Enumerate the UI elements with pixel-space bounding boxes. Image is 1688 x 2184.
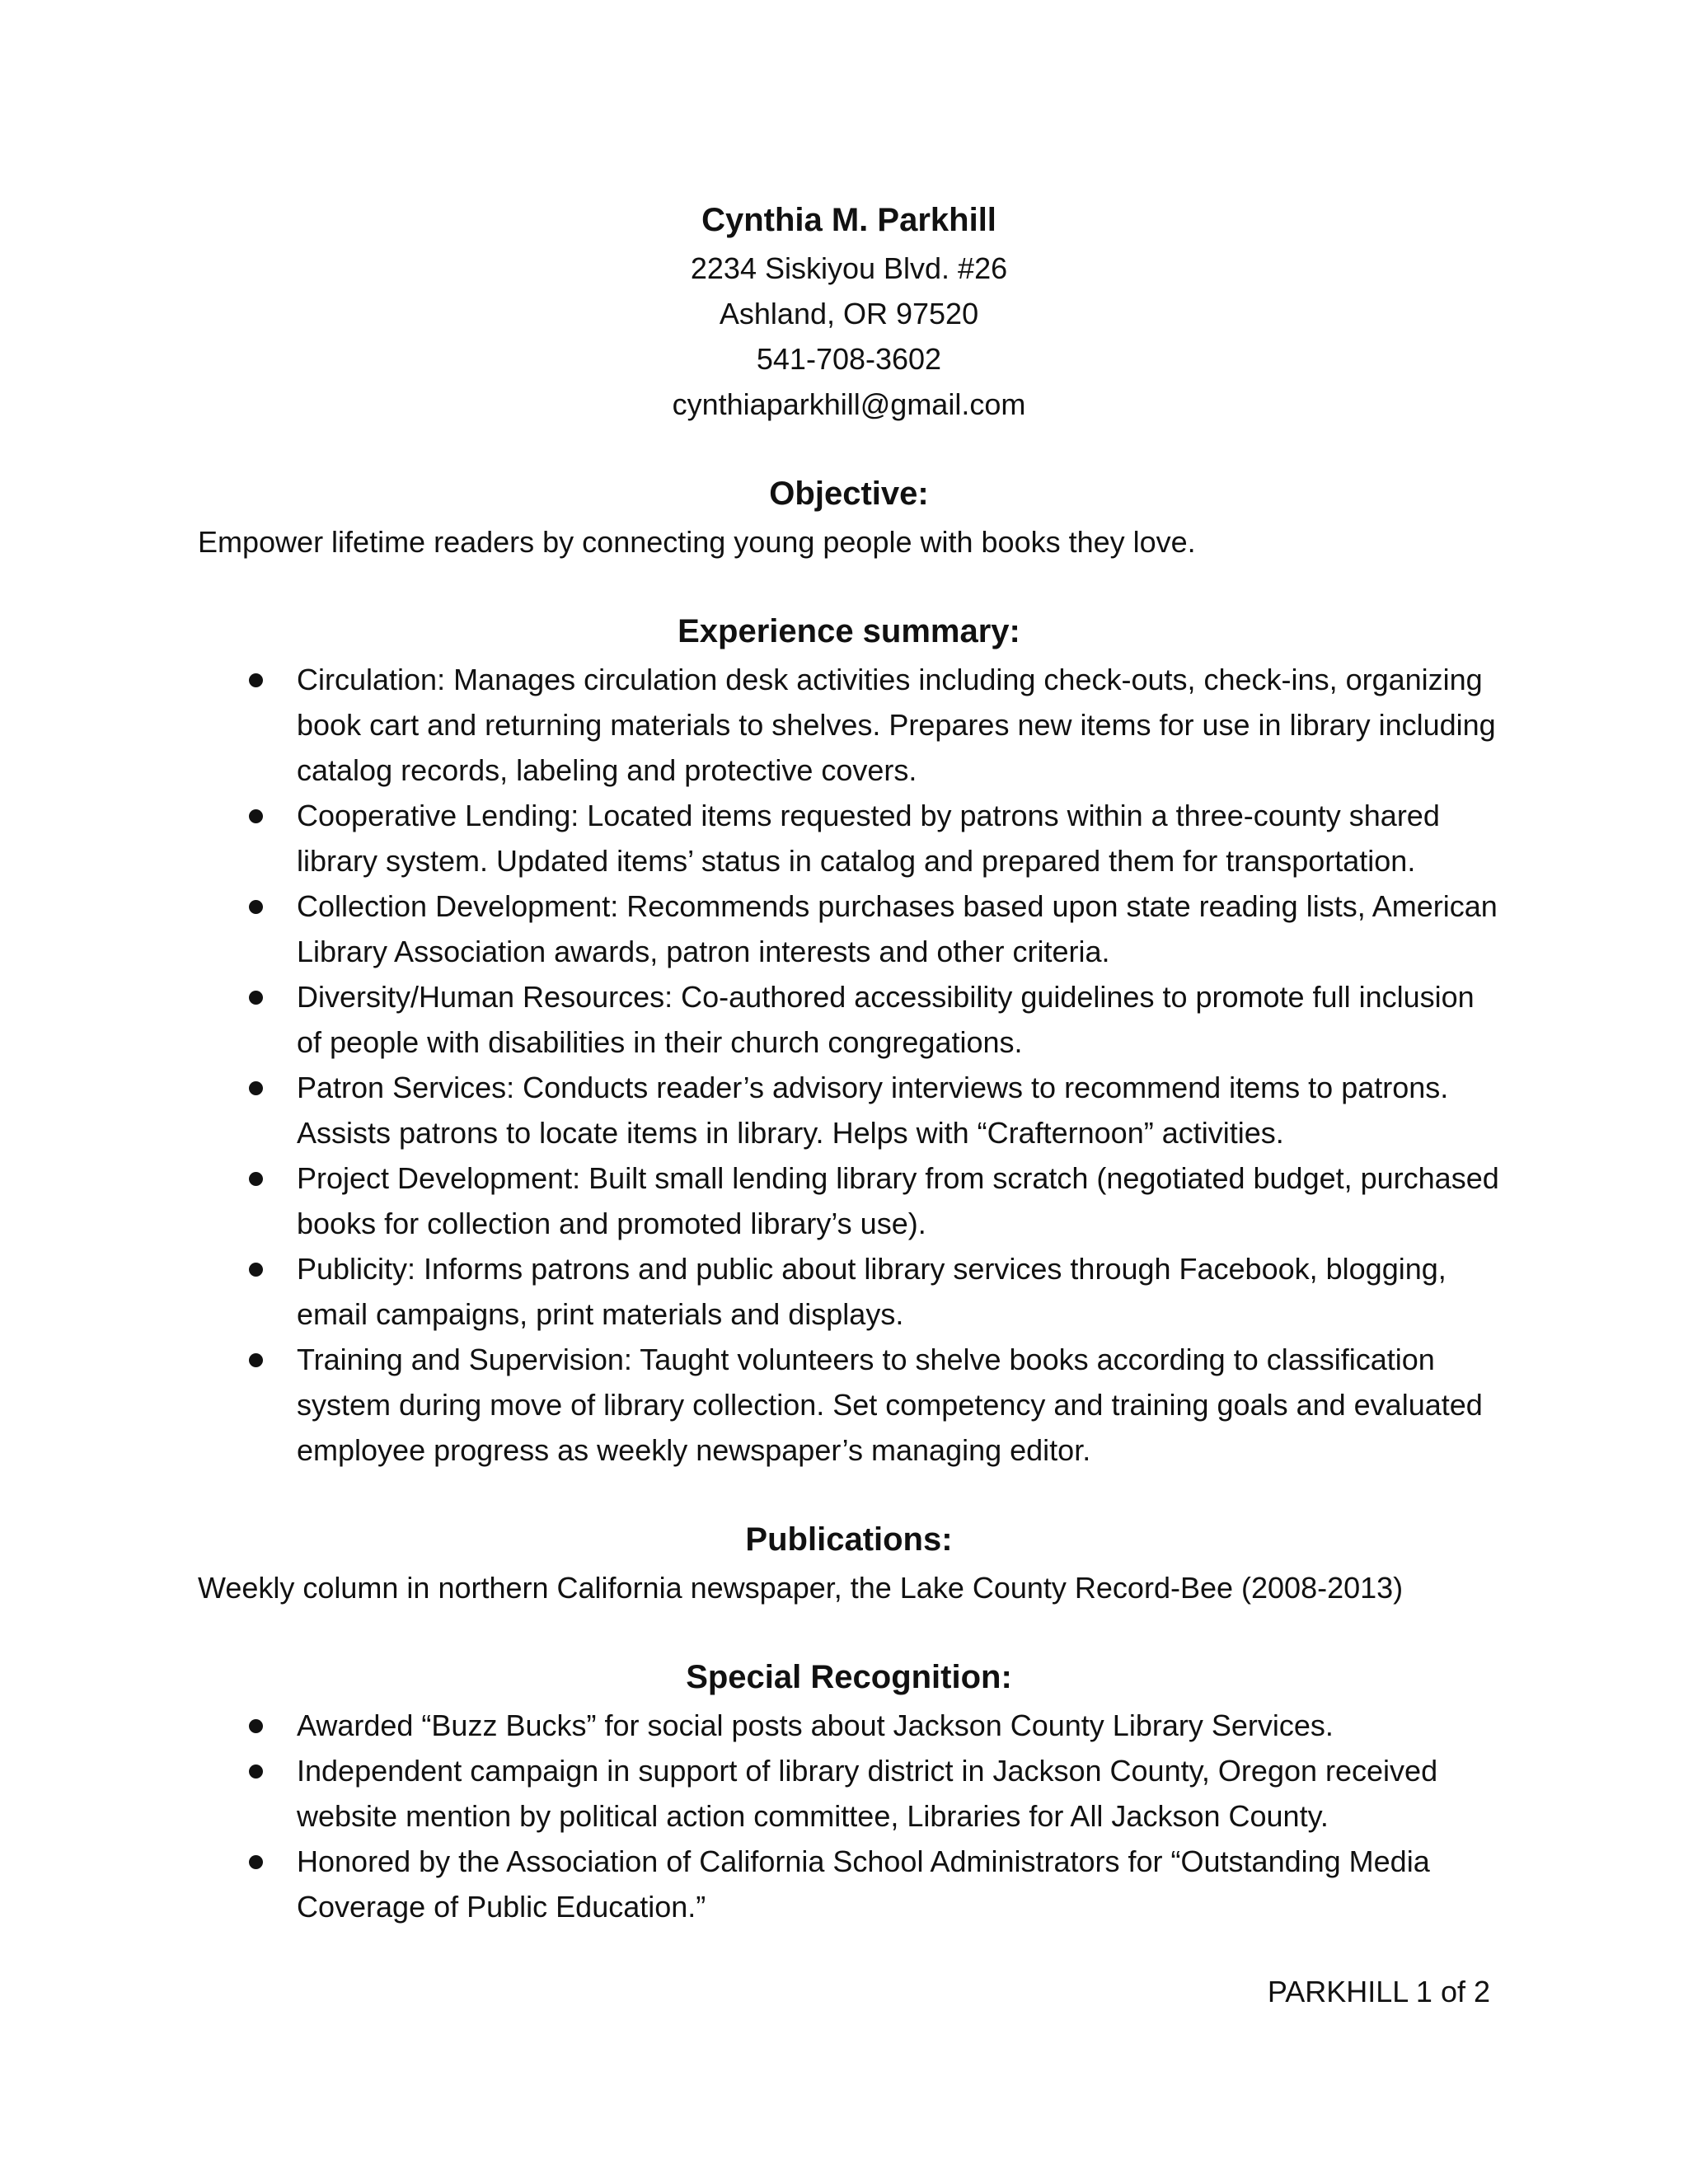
recognition-item-text: Honored by the Association of California School Administrators for “Outstanding Media Coverage of Public Education.” [297,1844,1430,1924]
experience-item [198,657,1500,793]
recognition-item-text: Independent campaign in support of library district in Jackson County, Oregon received website mention by political action committee, Libraries for All Jackson County. [297,1754,1438,1833]
experience-item-text: Patron Services: Conducts reader’s advisory interviews to recommend items to patrons. Assists patrons to locate items in library. Helps with “Crafternoon” activities. [297,1071,1449,1150]
bullet-icon [249,673,263,687]
experience-item [198,1155,1500,1246]
experience-item [198,974,1500,1065]
experience-item-text: Diversity/Human Resources: Co-authored accessibility guidelines to promote full inclusion of people with disabilities in their church congregations. [297,980,1475,1059]
phone-number: 541-708-3602 [756,342,942,376]
recognition-item [198,1703,1500,1748]
publications-text: Weekly column in northern California newspaper, the Lake County Record-Bee (2008-2013) [198,1571,1404,1605]
recognition-list [198,1703,1500,1929]
recognition-item [198,1839,1500,1929]
page-number-footer: PARKHILL 1 of 2 [1267,1975,1490,2008]
address-line-2: Ashland, OR 97520 [719,297,979,330]
email-address: cynthiaparkhill@gmail.com [672,387,1026,421]
experience-item [198,1065,1500,1155]
experience-item-text: Cooperative Lending: Located items requested by patrons within a three-county shared library system. Updated items’ status in catalog and prepared them for transportation. [297,799,1440,878]
experience-item-text: Project Development: Built small lending library from scratch (negotiated budget, purchased books for collection and promoted library’s use). [297,1161,1499,1240]
resume-content [198,194,1500,1929]
bullet-icon [249,900,263,914]
address-line-1: 2234 Siskiyou Blvd. #26 [690,251,1008,285]
recognition-item-text: Awarded “Buzz Bucks” for social posts about Jackson County Library Services. [297,1708,1334,1742]
bullet-icon [249,1081,263,1095]
experience-heading: Experience summary: [678,613,1020,649]
bullet-icon [249,991,263,1005]
experience-list [198,657,1500,1473]
experience-item [198,1246,1500,1337]
bullet-icon [249,809,263,823]
bullet-icon [249,1855,263,1869]
recognition-heading: Special Recognition: [686,1659,1012,1695]
bullet-icon [249,1719,263,1733]
experience-item-text: Publicity: Informs patrons and public about library services through Facebook, blogging, email campaigns, print materials and displays. [297,1252,1447,1331]
bullet-icon [249,1765,263,1779]
experience-item [198,1337,1500,1473]
publications-heading: Publications: [745,1521,953,1558]
bullet-icon [249,1353,263,1367]
bullet-icon [249,1172,263,1186]
experience-item-text: Collection Development: Recommends purchases based upon state reading lists, American Library Association awards, patron interests and other criteria. [297,889,1498,968]
objective-heading: Objective: [769,476,929,512]
objective-text: Empower lifetime readers by connecting young people with books they love. [198,525,1196,559]
recognition-item [198,1748,1500,1839]
contact-header [198,194,1500,427]
experience-item-text: Training and Supervision: Taught volunteers to shelve books according to classification system during move of library collection. Set competency and training goals and evaluated employee progress as weekly newspaper’s managing editor. [297,1343,1483,1467]
experience-item [198,793,1500,883]
experience-item-text: Circulation: Manages circulation desk activities including check-outs, check-ins, organizing book cart and returning materials to shelves. Prepares new items for use in library including catalog records, labeling and protective covers. [297,663,1496,787]
experience-item [198,883,1500,974]
person-name: Cynthia M. Parkhill [701,202,996,238]
bullet-icon [249,1263,263,1277]
